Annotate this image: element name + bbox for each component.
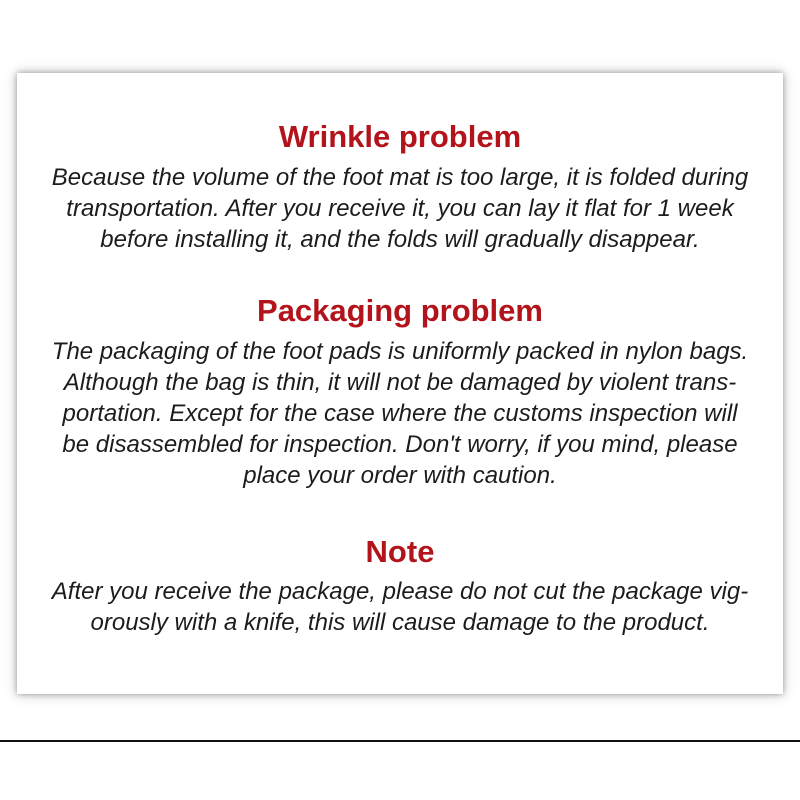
body-line: place your order with caution. — [243, 462, 557, 489]
section-body — [17, 576, 783, 638]
body-line: After you receive the package, please do not cut the package vig- — [51, 578, 749, 605]
section-body — [17, 162, 783, 255]
body-line: orously with a knife, this will cause damage to the product. — [90, 609, 710, 636]
section-heading: Note — [365, 534, 435, 569]
body-line: transportation. After you receive it, you can lay it flat for 1 week — [66, 195, 734, 222]
section-packaging-problem — [17, 293, 783, 491]
body-line: portation. Except for the case where the customs inspection will — [62, 400, 738, 427]
body-line: Although the bag is thin, it will not be damaged by violent trans- — [63, 369, 737, 396]
bottom-divider — [0, 740, 800, 742]
section-wrinkle-problem — [17, 119, 783, 255]
body-line: before installing it, and the folds will gradually disappear. — [100, 226, 700, 253]
body-line: Because the volume of the foot mat is too large, it is folded during — [51, 164, 749, 191]
body-line: be disassembled for inspection. Don't worry, if you mind, please — [62, 431, 738, 458]
notice-card — [17, 73, 783, 694]
section-body — [17, 336, 783, 491]
section-heading: Wrinkle problem — [278, 119, 522, 154]
section-heading: Packaging problem — [257, 293, 543, 328]
section-note — [17, 534, 783, 638]
body-line: The packaging of the foot pads is uniformly packed in nylon bags. — [51, 338, 749, 365]
